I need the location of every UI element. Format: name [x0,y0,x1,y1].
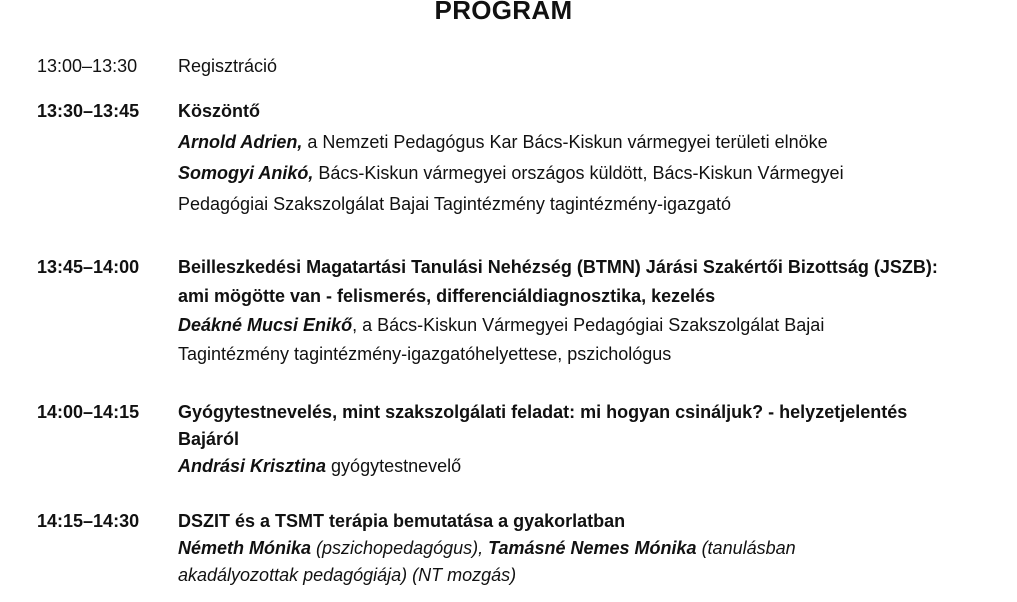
speaker-line [178,160,978,187]
speaker-role-cont: Pedagógiai Szakszolgálat Bajai Tagintézmény tagintézmény-igazgató [178,194,732,214]
program-content [178,399,978,480]
speaker-line [178,453,978,480]
program-title: Gyógytestnevelés, mint szakszolgálati feladat: mi hogyan csináljuk? - helyzetjelentés [178,402,908,422]
program-content [178,98,978,218]
program-title: Köszöntő [178,101,260,121]
speaker-name: Somogyi Anikó, [178,163,314,183]
speaker-line [178,312,978,339]
speaker-name: Tamásné Nemes Mónika [488,538,697,558]
program-title: Regisztráció [178,56,278,76]
program-title-cont: ami mögötte van - felismerés, differenciáldiagnosztika, kezelés [178,286,716,306]
speaker-role: , a Bács-Kiskun Vármegyei Pedagógiai Szakszolgálat Bajai [352,315,825,335]
program-title: Beilleszkedési Magatartási Tanulási Nehézség (BTMN) Járási Szakértői Bizottság (JSZB): [178,257,938,277]
speaker-role: (pszichopedagógus), [311,538,489,558]
speaker-role: Bács-Kiskun vármegyei országos küldött, Bács-Kiskun Vármegyei [313,163,844,183]
time-slot: 13:30–13:45 [37,101,140,121]
speaker-role: a Nemzeti Pedagógus Kar Bács-Kiskun vármegyei területi elnöke [302,132,828,152]
speaker-role-cont: akadályozottak pedagógiája) (NT mozgás) [178,565,517,585]
program-content [178,254,978,368]
speaker-name: Arnold Adrien, [178,132,303,152]
time-slot: 14:00–14:15 [37,402,140,422]
program-content [178,508,978,589]
speaker-line [178,129,978,156]
speaker-role: (tanulásban [696,538,796,558]
speaker-line [178,535,978,562]
program-content [178,53,978,80]
page-title: PROGRAM [434,0,573,25]
program-title-cont: Bajáról [178,429,240,449]
program-title: DSZIT és a TSMT terápia bemutatása a gyakorlatban [178,511,626,531]
speaker-role-cont: Tagintézmény tagintézmény-igazgatóhelyettese, pszichológus [178,344,672,364]
speaker-name: Deákné Mucsi Enikő [178,315,353,335]
time-slot: 14:15–14:30 [37,511,140,531]
time-slot: 13:00–13:30 [37,56,138,76]
speaker-name: Andrási Krisztina [178,456,327,476]
time-slot: 13:45–14:00 [37,257,140,277]
speaker-name: Németh Mónika [178,538,312,558]
speaker-role: gyógytestnevelő [326,456,462,476]
